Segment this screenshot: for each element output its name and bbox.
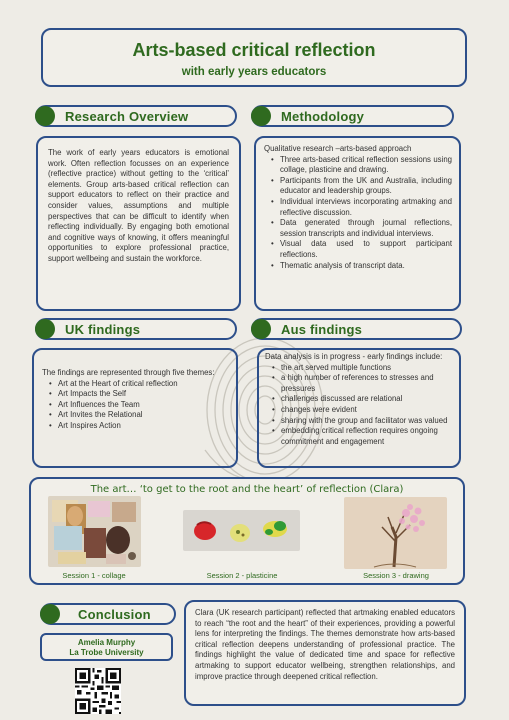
conclusion-text: Clara (UK research participant) reflected that artmaking enabled educators to reach “the root and the heart” of their experiences, providing a powerful lens for interpreting the findings. The themes demonstrate how arts-based critical reflection deepens understanding of professional practice. The findings highlight the value of dedicated time and space for reflective artmaking to support educator wellbeing, strengthen relationships, and improve practice through deepened critical reflection. — [195, 608, 455, 681]
session-1-caption: Session 1 - collage — [62, 571, 126, 580]
uk-findings-box — [32, 348, 238, 468]
aus-findings-intro: Data analysis is in progress - early findings include: — [265, 352, 443, 361]
heading-dot — [35, 106, 55, 126]
aus-findings-box — [257, 348, 461, 468]
conclusion-heading: Conclusion — [40, 603, 176, 625]
aus-findings-heading: Aus findings — [251, 318, 462, 340]
heading-dot — [40, 604, 60, 624]
methodology-intro: Qualitative research –arts-based approach — [264, 144, 412, 153]
drawing-image — [344, 497, 447, 569]
list-item: • Art Invites the Relational — [48, 410, 228, 421]
conclusion-box — [184, 600, 466, 706]
uk-findings-intro: The findings are represented through five themes: — [42, 368, 215, 377]
list-item: • Participants from the UK and Australia, including educator and leadership groups. — [270, 176, 452, 197]
methodology-list — [264, 155, 452, 272]
heading-dot — [251, 319, 271, 339]
list-item: • embedding critical reflection requires ongoing commitment and engagement — [271, 426, 453, 447]
research-overview-heading: Research Overview — [35, 105, 237, 127]
poster-subtitle: with early years educators — [181, 66, 327, 78]
methodology-heading: Methodology — [251, 105, 454, 127]
list-item: • the art served multiple functions — [271, 363, 453, 374]
list-item: • Data generated through journal reflections, session transcripts and individual interviews. — [270, 218, 452, 239]
author-name: Amelia Murphy — [77, 638, 136, 647]
list-item: • Individual interviews incorporating artmaking and reflective discussion. — [270, 197, 452, 218]
author-org: La Trobe University — [69, 648, 144, 657]
plasticine-image — [183, 510, 300, 551]
list-item: • Thematic analysis of transcript data. — [270, 261, 452, 272]
session-2-caption: Session 2 - plasticine — [206, 571, 278, 580]
poster-title: Arts-based critical reflection — [132, 40, 376, 60]
list-item: • Three arts-based critical reflection sessions using collage, plasticine and drawing. — [270, 155, 452, 176]
list-item: • challenges discussed are relational — [271, 394, 453, 405]
research-overview-box — [36, 136, 241, 311]
heading-dot — [35, 319, 55, 339]
title-box — [41, 28, 467, 87]
heading-dot — [251, 106, 271, 126]
collage-image — [48, 496, 141, 567]
art-heading: The art… ‘to get to the root and the heart’ of reflection (Clara) — [90, 484, 404, 495]
list-item: • changes were evident — [271, 405, 453, 416]
author-box — [40, 633, 173, 661]
list-item: • Art at the Heart of critical reflection — [48, 379, 228, 390]
list-item: • sharing with the group and facilitator was valued — [271, 416, 453, 427]
list-item: • a high number of references to stresses and pressures — [271, 373, 453, 394]
session-3-caption: Session 3 - drawing — [363, 571, 429, 580]
methodology-box — [254, 136, 461, 311]
list-item: • Art Impacts the Self — [48, 389, 228, 400]
list-item: • Art Inspires Action — [48, 421, 228, 432]
list-item: • Art Influences the Team — [48, 400, 228, 411]
list-item: • Visual data used to support participant reflections. — [270, 239, 452, 260]
aus-findings-list — [265, 363, 453, 448]
research-overview-text: The work of early years educators is emotional work. Often reflection focusses on an experience (reflective practice) without getting to the ‘critical’ elements. Group arts-based critical reflection can support educators to reflect on their practice and consider values, assumptions and multiple perspectives that can be difficult to identify when reflecting individually. By engaging both emotional and cognitive ways of knowing, it offers meaningful opportunities to explore professional practice, support wellbeing and sustain the workforce. — [48, 148, 229, 263]
uk-findings-list — [42, 379, 228, 432]
qr-code-icon[interactable] — [75, 668, 121, 714]
uk-findings-heading: UK findings — [35, 318, 237, 340]
